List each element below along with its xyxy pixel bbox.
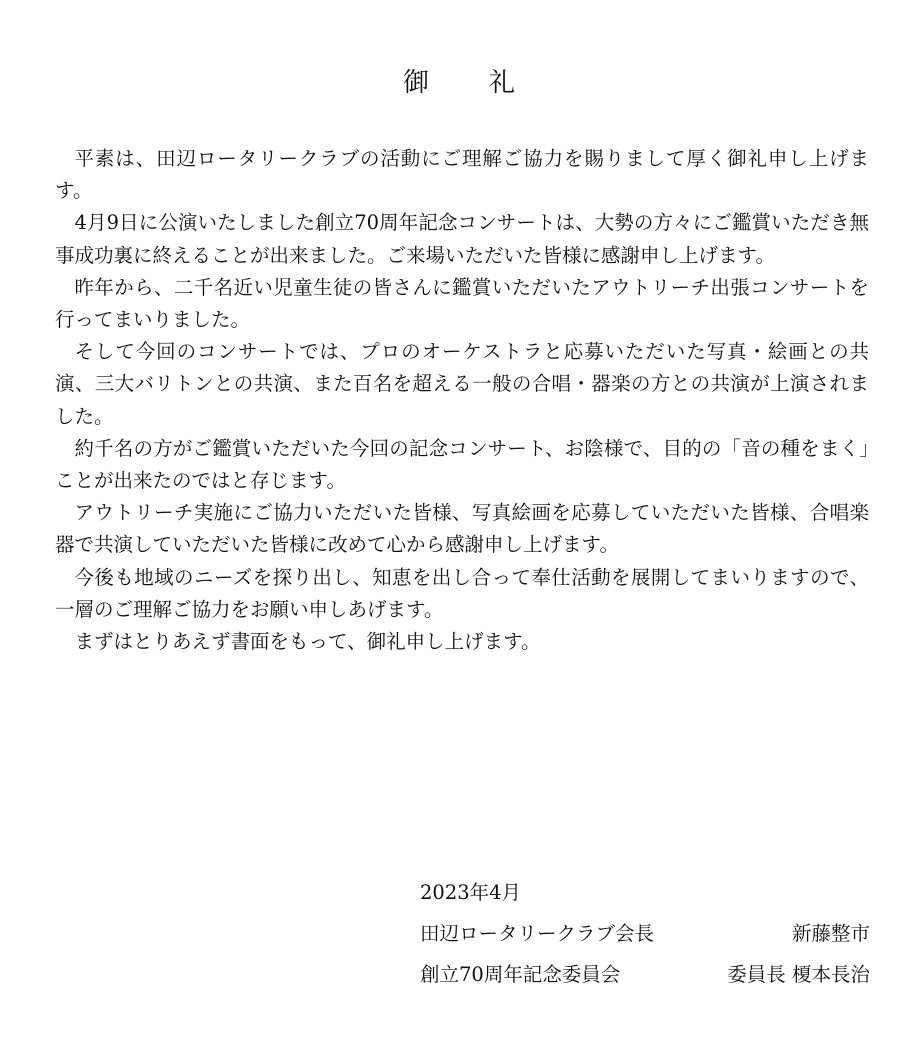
paragraph-1: 平素は、田辺ロータリークラブの活動にご理解ご協力を賜りまして厚く御礼申し上げます。 <box>55 147 869 203</box>
paragraph-7: 今後も地域のニーズを探り出し、知恵を出し合って奉仕活動を展開してまいりますので、一層のご理解ご協力をお願い申しあげます。 <box>55 565 869 621</box>
signatory-1-organization: 田辺ロータリークラブ会長 <box>420 922 655 945</box>
signatory-2-name: 委員長 榎本長治 <box>727 963 870 986</box>
closing-date-row <box>420 872 870 913</box>
paragraph-2: 4月9日に公演いたしました創立70周年記念コンサートは、大勢の方々にご鑑賞いただき無事成功裏に終えることが出来ました。ご来場いただいた皆様に感謝申し上げます。 <box>55 211 869 267</box>
signatory-1-name: 新藤整市 <box>791 922 870 945</box>
signatory-row-1 <box>420 913 870 954</box>
paragraph-3: 昨年から、二千名近い児童生徒の皆さんに鑑賞いただいたアウトリーチ出張コンサートを行ってまいりました。 <box>55 275 869 332</box>
signature-block <box>420 872 870 995</box>
document-title <box>0 62 920 99</box>
signatory-2-organization: 創立70周年記念委員会 <box>420 963 621 986</box>
paragraph-4: そして今回のコンサートでは、プロのオーケストラと応募いただいた写真・絵画との共演、三大バリトンとの共演、また百名を超える一般の合唱・器楽の方との共演が上演されました。 <box>55 340 869 428</box>
letter-body <box>55 143 869 658</box>
paragraph-8: まずはとりあえず書面をもって、御礼申し上げます。 <box>74 630 541 654</box>
closing-date: 2023年4月 <box>420 881 522 904</box>
signatory-row-2 <box>420 954 870 995</box>
paragraph-5: 約千名の方がご鑑賞いただいた今回の記念コンサート、お陰様で、目的の「音の種をまく」ことが出来たのではと存じます。 <box>55 436 869 493</box>
paragraph-6: アウトリーチ実施にご協力いただいた皆様、写真絵画を応募していただいた皆様、合唱楽器で共演していただいた皆様に改めて心から感謝申し上げます。 <box>55 501 869 557</box>
title-char-2: 礼 <box>489 68 518 98</box>
title-char-1: 御 <box>402 68 431 98</box>
